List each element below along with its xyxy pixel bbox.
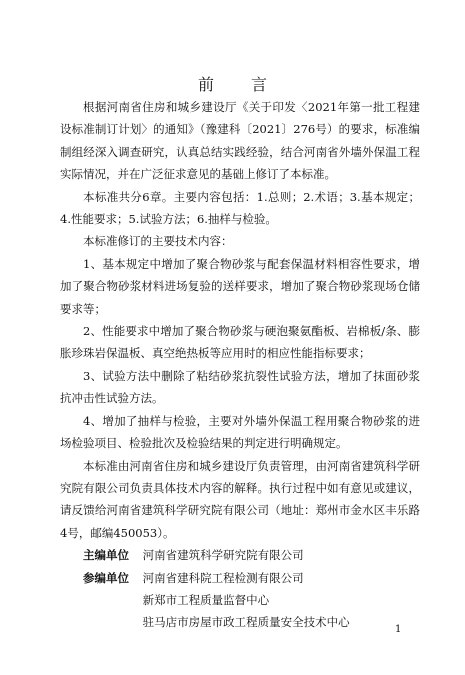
participating-unit-name: 新郑市工程质量监督中心 <box>142 592 270 607</box>
participating-unit-name: 河南省建科院工程检测有限公司 <box>142 570 304 585</box>
revision-item-1: 1、基本规定中增加了聚合物砂浆与配套保温材料相容性要求，增加了聚合物砂浆材料进场复验的送样要求，增加了聚合物砂浆现场仓储要求等； <box>60 256 420 316</box>
participating-unit-name: 驻马店市房屋市政工程质量安全技术中心 <box>142 615 350 630</box>
chief-unit-label: 主编单位 <box>83 548 129 563</box>
revision-item-4: 4、增加了抽样与检验，主要对外墙外保温工程用聚合物砂浆的进场检验项目、检验批次及检验结果的判定进行明确规定。 <box>60 413 420 451</box>
revision-item-2: 2、性能要求中增加了聚合物砂浆与硬泡聚氨酯板、岩棉板/条、膨胀珍珠岩保温板、真空绝热板等应用时的相应性能指标要求； <box>60 324 420 361</box>
participating-unit-row <box>60 567 420 589</box>
revision-item-3: 3、试验方法中删除了粘结砂浆抗裂性试验方法，增加了抹面砂浆抗冲击性试验方法。 <box>60 368 420 406</box>
chapters-paragraph: 本标准共分6章。主要内容包括：1.总则；2.术语；3.基本规定；4.性能要求；5.试验方法；6.抽样与检验。 <box>60 189 420 227</box>
chief-unit-row <box>60 544 420 566</box>
intro-paragraph: 根据河南省住房和城乡建设厅《关于印发〈2021年第一批工程建设标准制订计划〉的通知》（豫建科〔2021〕276号）的要求，标准编制组经深入调查研究，认真总结实践经验，结合河南省外墙外保温工程实际情况，并在广泛征求意见的基础上修订了本标准。 <box>60 100 420 182</box>
preface-body <box>60 96 420 634</box>
revision-intro-paragraph: 本标准修订的主要技术内容： <box>83 234 233 249</box>
participating-units-label: 参编单位 <box>83 570 129 585</box>
preface-title: 前 言 <box>197 75 284 94</box>
chief-unit-name: 河南省建筑科学研究院有限公司 <box>142 548 304 563</box>
participating-unit-row <box>60 611 420 633</box>
participating-unit-row <box>60 589 420 611</box>
page-number: 1 <box>395 624 402 635</box>
management-paragraph: 本标准由河南省住房和城乡建设厅负责管理，由河南省建筑科学研究院有限公司负责具体技术内容的解释。执行过程中如有意见或建议，请反馈给河南省建筑科学研究院有限公司（地址：郑州市金水区丰乐路4号，邮编450053）。 <box>60 458 420 540</box>
